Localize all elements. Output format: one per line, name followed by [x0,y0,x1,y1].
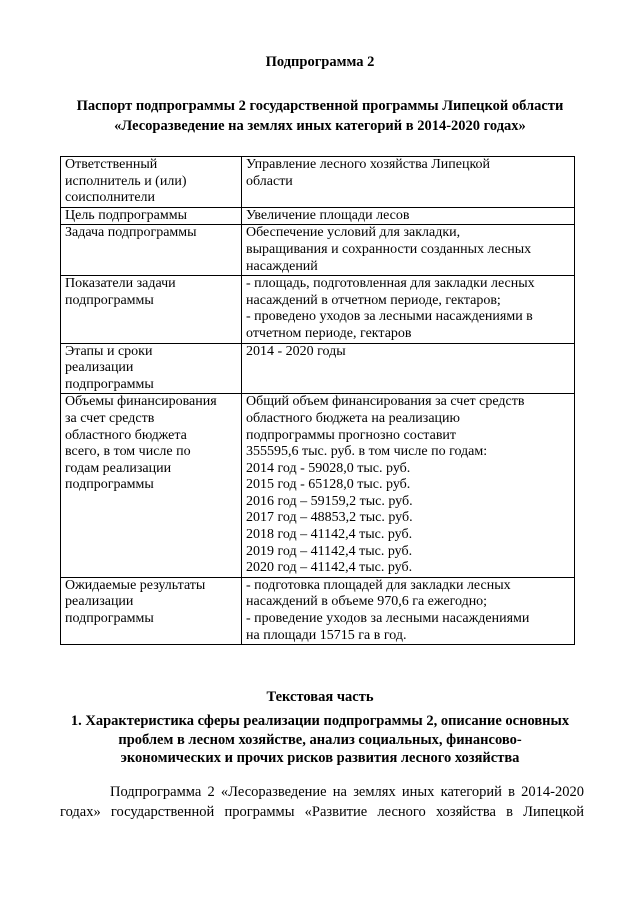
subprogram-title: Подпрограмма 2 [265,54,375,70]
value-line: 2017 год – 48853,2 тыс. руб. [246,510,413,526]
label-line: исполнитель и (или) [65,173,187,189]
paragraph-line: годах» государственной программы «Развитие лесного хозяйства в Липецкой [60,804,584,820]
row-value [242,207,575,225]
value-line: - подготовка площадей для закладки лесных [246,577,511,593]
label-line: подпрограммы [65,292,154,308]
row-label [61,394,242,578]
value-line: 2019 год – 41142,4 тыс. руб. [246,543,413,559]
value-line: 2015 год - 65128,0 тыс. руб. [246,477,411,493]
value-line: Общий объем финансирования за счет средств [246,394,525,410]
label-line: Задача подпрограммы [65,225,197,241]
value-line: области [246,173,293,189]
row-value [242,225,575,276]
label-line: реализации [65,594,134,610]
text-part-heading: Текстовая часть [266,689,374,705]
value-line: 355595,6 тыс. руб. в том числе по годам: [246,444,488,460]
value-line: 2016 год – 59159,2 тыс. руб. [246,493,413,509]
label-line: Цель подпрограммы [65,207,187,223]
value-line: 2018 год – 41142,4 тыс. руб. [246,527,413,543]
section-heading-line: проблем в лесном хозяйстве, анализ социальных, финансово- [118,731,522,748]
row-label [61,343,242,394]
passport-title-line: Паспорт подпрограммы 2 государственной программы Липецкой области [76,98,564,114]
label-line: подпрограммы [65,477,154,493]
table-row [61,276,575,343]
label-line: всего, в том числе по [65,444,191,460]
value-line: 2014 год - 59028,0 тыс. руб. [246,460,411,476]
value-line: - проведение уходов за лесными насаждениями [246,611,530,627]
label-line: Ответственный [65,157,158,172]
label-line: областного бюджета [65,427,187,443]
section-heading [0,712,640,768]
value-line: на площади 15715 га в год. [246,627,407,643]
row-value [242,343,575,394]
row-value [242,577,575,644]
value-line: насаждений [246,258,318,274]
row-value [242,276,575,343]
row-label [61,157,242,208]
value-line: выращивания и сохранности созданных лесных [246,241,532,257]
label-line: за счет средств [65,410,155,426]
value-line: - площадь, подготовленная для закладки лесных [246,276,535,292]
passport-title [0,96,640,136]
value-line: 2020 год – 41142,4 тыс. руб. [246,560,413,576]
value-line: насаждений в объеме 970,6 га ежегодно; [246,594,488,610]
label-line: Показатели задачи [65,276,176,292]
value-line: отчетном периоде, гектаров [246,325,412,341]
label-line: Этапы и сроки [65,343,153,359]
value-line: Управление лесного хозяйства Липецкой [246,157,491,172]
section-heading-line: 1. Характеристика сферы реализации подпрограммы 2, описание основных [70,713,570,729]
passport-title-line: «Лесоразведение на землях иных категорий в 2014-2020 годах» [114,118,526,134]
table-row [61,394,575,578]
label-line: Ожидаемые результаты [65,577,206,593]
label-line: подпрограммы [65,611,154,627]
row-value [242,394,575,578]
row-label [61,207,242,225]
passport-table [60,156,575,645]
label-line: Объемы финансирования [65,394,217,410]
label-line: соисполнители [65,190,156,206]
table-row [61,157,575,208]
body-paragraph [60,782,584,822]
value-line: 2014 - 2020 годы [246,343,346,359]
section-heading-line: экономических и прочих рисков развития лесного хозяйства [120,750,520,766]
row-label [61,276,242,343]
label-line: годам реализации [65,460,172,476]
label-line: подпрограммы [65,376,154,392]
value-line: насаждений в отчетном периоде, гектаров; [246,292,501,308]
value-line: областного бюджета на реализацию [246,410,460,426]
row-value [242,157,575,208]
row-label [61,225,242,276]
paragraph-line: Подпрограмма 2 «Лесоразведение на землях иных категорий в 2014-2020 [110,784,584,800]
table-row [61,577,575,644]
table-row [61,225,575,276]
value-line: подпрограммы прогнозно составит [246,427,457,443]
table-row [61,343,575,394]
value-line: Увеличение площади лесов [246,207,410,223]
table-row [61,207,575,225]
label-line: реализации [65,360,134,376]
value-line: Обеспечение условий для закладки, [246,225,461,241]
value-line: - проведено уходов за лесными насаждениями в [246,309,533,325]
row-label [61,577,242,644]
